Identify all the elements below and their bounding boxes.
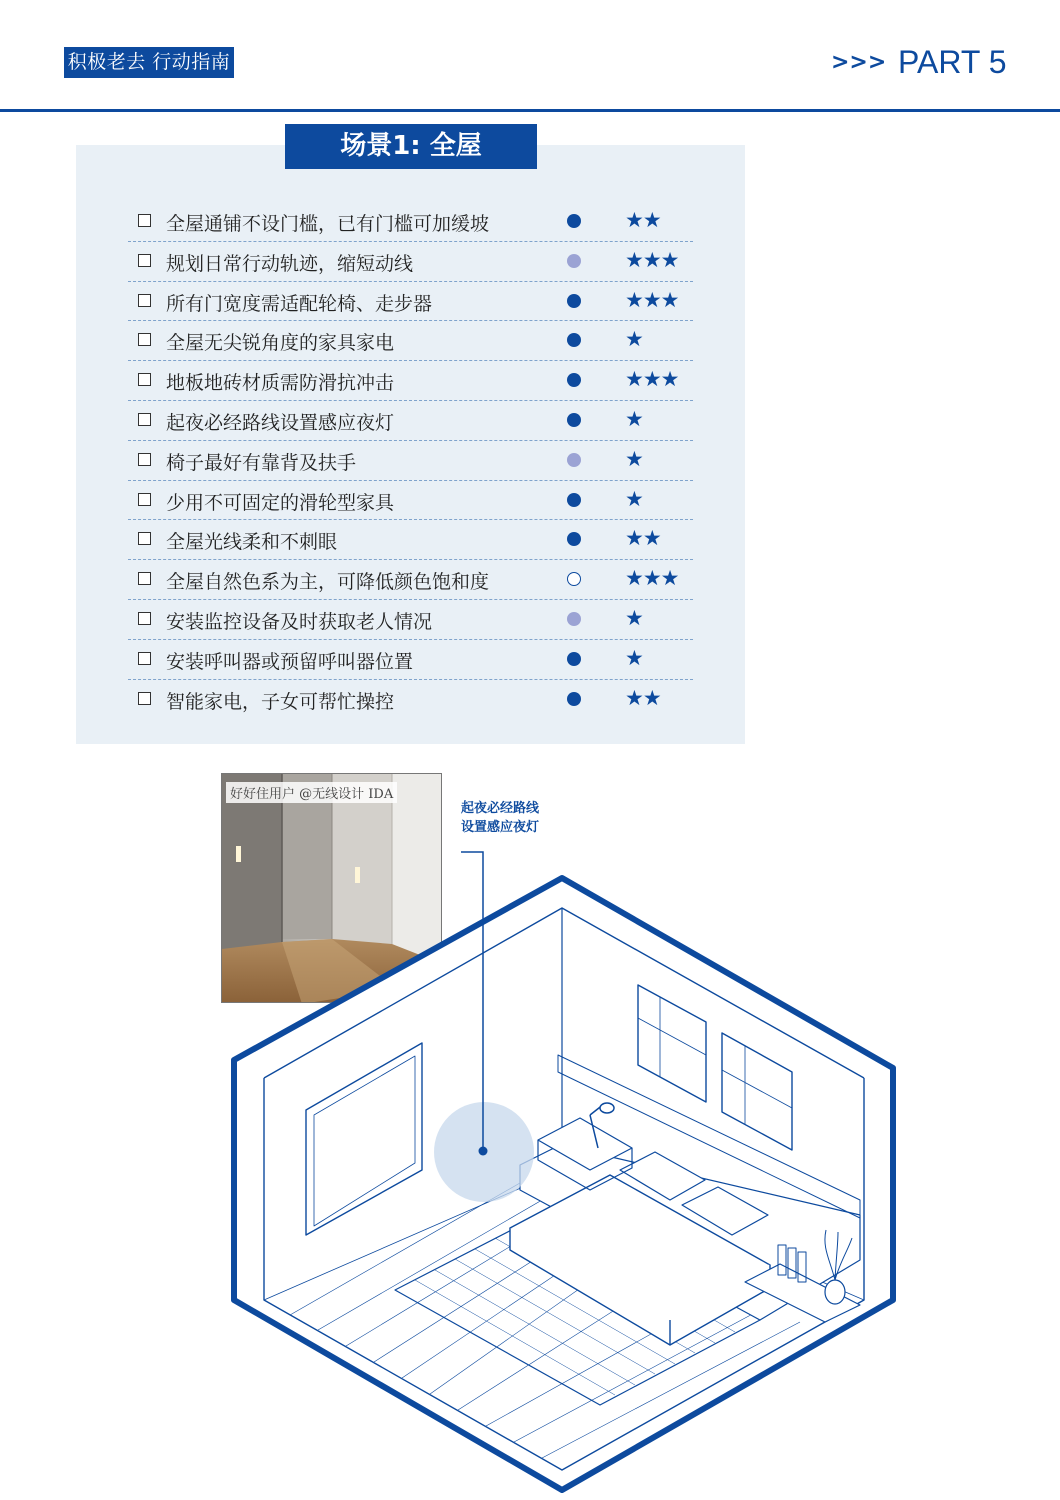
checklist-item-label: 起夜必经路线设置感应夜灯	[166, 411, 395, 434]
callout-line-1: 起夜必经路线	[461, 801, 540, 816]
checklist-item-label: 全屋光线柔和不刺眼	[166, 531, 338, 554]
panel-title: 场景1: 全屋	[285, 124, 537, 169]
importance-stars: ★	[625, 327, 643, 352]
checklist-item-label: 椅子最好有靠背及扶手	[166, 451, 357, 474]
importance-stars: ★★	[625, 526, 661, 551]
part-arrows: >>>	[831, 50, 887, 75]
checklist-item-label: 地板地砖材质需防滑抗冲击	[166, 372, 395, 395]
checklist-item-label: 安装呼叫器或预留呼叫器位置	[166, 650, 414, 673]
checklist-item-label: 全屋自然色系为主，可降低颜色饱和度	[166, 571, 490, 594]
checklist-item-label: 全屋无尖锐角度的家具家电	[166, 332, 395, 355]
photo-caption: 好好住用户 @无线设计 IDA	[226, 782, 397, 803]
importance-stars: ★	[625, 605, 643, 630]
checklist-item-label: 所有门宽度需适配轮椅、走步器	[166, 292, 433, 315]
importance-stars: ★★★	[625, 367, 679, 392]
checklist-item-label: 全屋通铺不设门槛，已有门槛可加缓坡	[166, 213, 490, 235]
callout-line-2: 设置感应夜灯	[461, 820, 540, 835]
checklist-item-label: 安装监控设备及时获取老人情况	[166, 610, 433, 633]
checklist-item-label: 智能家电，子女可帮忙操控	[166, 690, 395, 713]
importance-stars: ★★★	[625, 247, 679, 272]
importance-stars: ★★★	[625, 566, 679, 591]
checklist-item-label: 规划日常行动轨迹，缩短动线	[166, 252, 414, 275]
importance-stars: ★	[625, 446, 643, 471]
importance-stars: ★★	[625, 685, 661, 710]
importance-stars: ★	[625, 486, 643, 511]
importance-stars: ★★★	[625, 287, 679, 312]
importance-stars: ★	[625, 645, 643, 670]
header-tag: 积极老去 行动指南	[64, 47, 234, 78]
importance-stars: ★	[625, 406, 643, 431]
importance-stars: ★★	[625, 208, 661, 232]
checklist-item-label: 少用不可固定的滑轮型家具	[166, 491, 395, 514]
part-label: PART 5	[898, 44, 1007, 80]
